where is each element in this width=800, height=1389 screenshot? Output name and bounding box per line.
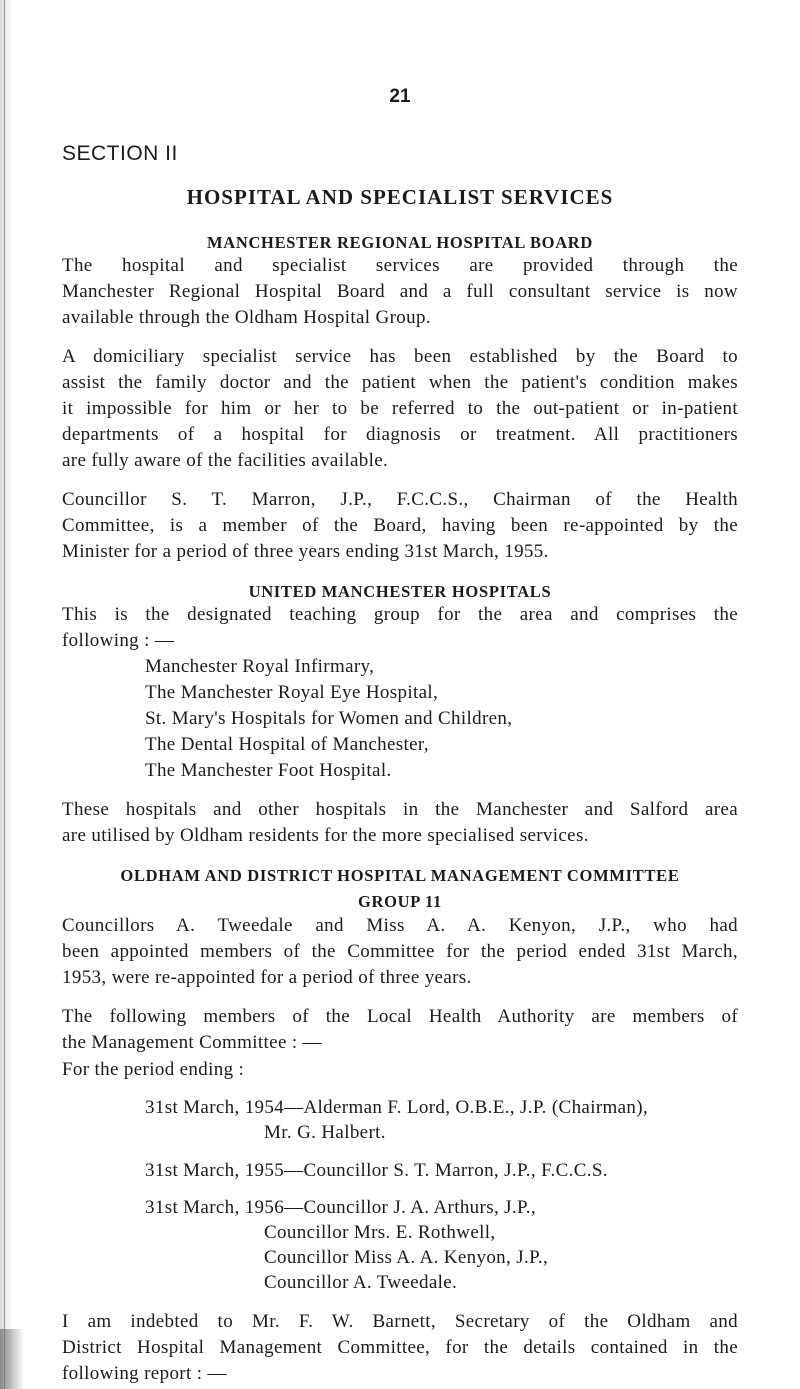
period-1954-line2: Mr. G. Halbert. [264,1122,386,1143]
regional-board-para3-line2: Committee, is a member of the Board, having been re-appointed by the [62,515,738,536]
regional-board-para2-line4: departments of a hospital for diagnosis or treatment. All practitioners [62,424,738,445]
committee-closing-line3: following report : — [62,1363,227,1384]
committee-para1-line1: Councillors A. Tweedale and Miss A. A. Kenyon, J.P., who had [62,915,738,936]
committee-closing-line2: District Hospital Management Committee, for the details contained in the [62,1337,738,1358]
period-1954-line1: 31st March, 1954—Alderman F. Lord, O.B.E., J.P. (Chairman), [145,1097,649,1118]
regional-board-para2-line1: A domiciliary specialist service has been established by the Board to [62,346,738,367]
hospital-list-item: The Manchester Royal Eye Hospital, [145,682,439,703]
hospital-list-item: The Manchester Foot Hospital. [145,760,392,781]
period-intro: For the period ending : [62,1059,245,1080]
regional-board-para2-line3: it impossible for him or her to be referred to the out-patient or in-patient [62,398,738,419]
committee-para2-line1: The following members of the Local Health Authority are members of [62,1006,738,1027]
section-label: SECTION II [62,142,178,165]
regional-board-para3-line3: Minister for a period of three years ending 31st March, 1955. [62,541,549,562]
regional-board-para2-line5: are fully aware of the facilities available. [62,450,389,471]
main-heading: HOSPITAL AND SPECIALIST SERVICES [186,185,614,209]
united-hospitals-intro-line2: following : — [62,630,175,651]
committee-para1-line3: 1953, were re-appointed for a period of three years. [62,967,472,988]
management-committee-subheading: GROUP 11 [358,892,442,911]
hospital-list-item: Manchester Royal Infirmary, [145,656,375,677]
page-corner-shadow [0,1329,24,1389]
united-hospitals-closing-line2: are utilised by Oldham residents for the more specialised services. [62,825,589,846]
regional-board-para2-line2: assist the family doctor and the patient when the patient's condition makes [62,372,738,393]
period-1956-line3: Councillor Miss A. A. Kenyon, J.P., [264,1247,549,1268]
united-hospitals-closing-line1: These hospitals and other hospitals in the Manchester and Salford area [62,799,738,820]
page-number: 21 [389,86,411,107]
regional-board-para3-line1: Councillor S. T. Marron, J.P., F.C.C.S., Chairman of the Health [62,489,738,510]
regional-board-para1-line1: The hospital and specialist services are provided through the [62,255,738,276]
united-hospitals-intro-line1: This is the designated teaching group for the area and comprises the [62,604,738,625]
committee-closing-line1: I am indebted to Mr. F. W. Barnett, Secretary of the Oldham and [62,1311,738,1332]
hospital-list-item: St. Mary's Hospitals for Women and Children, [145,708,513,729]
period-1955-line1: 31st March, 1955—Councillor S. T. Marron, J.P., F.C.C.S. [145,1160,608,1181]
period-1956-line1: 31st March, 1956—Councillor J. A. Arthurs, J.P., [145,1197,537,1218]
hospital-list-item: The Dental Hospital of Manchester, [145,734,429,755]
committee-para2-line2: the Management Committee : — [62,1032,322,1053]
united-hospitals-heading: UNITED MANCHESTER HOSPITALS [248,582,552,601]
regional-board-para1-line2: Manchester Regional Hospital Board and a full consultant service is now [62,281,738,302]
committee-para1-line2: been appointed members of the Committee for the period ended 31st March, [62,941,738,962]
regional-board-para1-line3: available through the Oldham Hospital Group. [62,307,431,328]
management-committee-heading: OLDHAM AND DISTRICT HOSPITAL MANAGEMENT COMMITTEE [120,866,680,885]
period-1956-line4: Councillor A. Tweedale. [264,1272,458,1293]
period-1956-line2: Councillor Mrs. E. Rothwell, [264,1222,496,1243]
regional-board-heading: MANCHESTER REGIONAL HOSPITAL BOARD [206,233,594,252]
